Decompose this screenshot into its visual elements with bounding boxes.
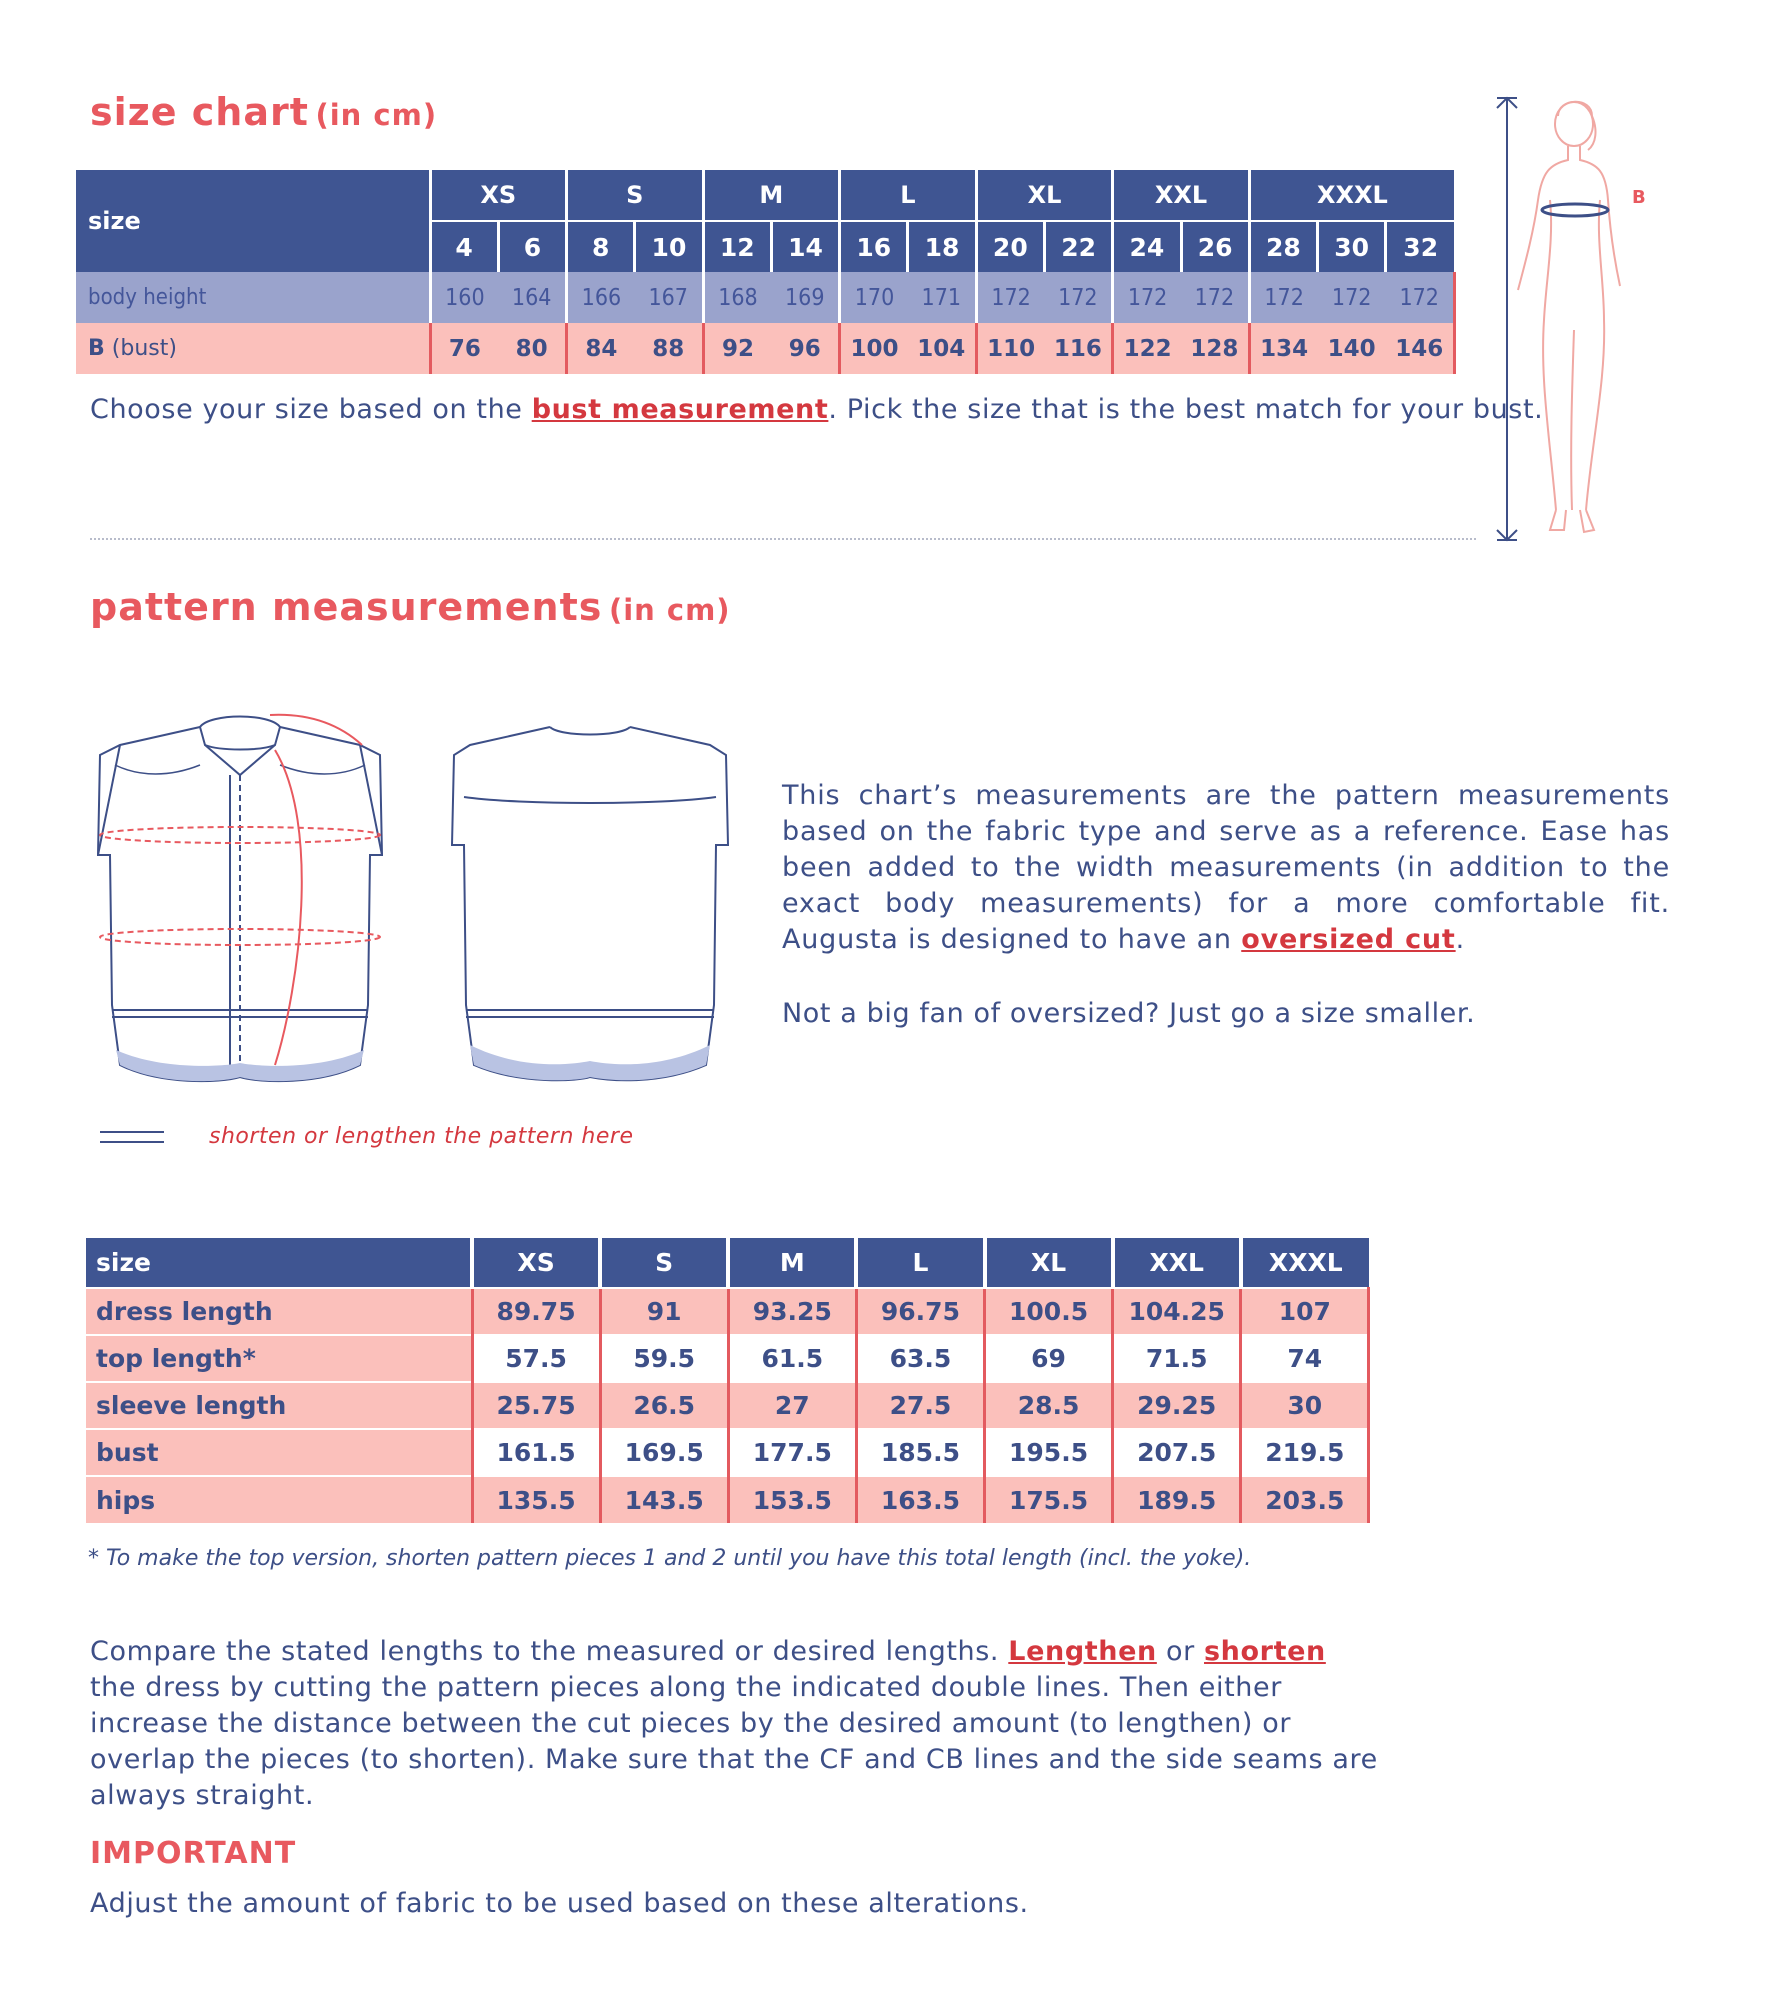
body-height-value: 172 <box>1181 272 1249 323</box>
measurement-size-xxxl: XXXL <box>1241 1238 1369 1288</box>
bust-value: 76 <box>430 323 498 374</box>
pattern-heading <box>90 585 731 629</box>
measurement-value: 177.5 <box>728 1429 856 1476</box>
size-number: 10 <box>635 221 703 272</box>
size-chart-unit: (in cm) <box>315 98 438 132</box>
bust-value: 140 <box>1318 323 1386 374</box>
measurement-value: 27 <box>728 1382 856 1429</box>
bust-value: 80 <box>498 323 566 374</box>
body-height-row <box>76 272 1454 323</box>
pattern-description: This chart’s measurements are the pattern measurements based on the fabric type and serve as a reference. Ease has been added to the width measurements (in addition to the exact body measurements) for a more comfortable fit. Augusta is designed to have an oversized cut. <box>782 780 1670 955</box>
size-group-s: S <box>567 170 704 221</box>
size-number: 20 <box>976 221 1044 272</box>
body-height-value: 172 <box>1044 272 1112 323</box>
size-group-m: M <box>703 170 840 221</box>
measurement-size-xxl: XXL <box>1113 1238 1241 1288</box>
size-instruction: Choose your size based on the bust measurement. Pick the size that is the best match for your bust. <box>90 394 1544 425</box>
measurement-value: 26.5 <box>600 1382 728 1429</box>
measurement-value: 203.5 <box>1241 1476 1369 1523</box>
body-height-value: 172 <box>1113 272 1181 323</box>
measurement-value: 219.5 <box>1241 1429 1369 1476</box>
measurement-value: 104.25 <box>1113 1288 1241 1335</box>
measurement-row-label: dress length <box>86 1288 472 1335</box>
size-number: 30 <box>1318 221 1386 272</box>
measurement-value: 25.75 <box>472 1382 600 1429</box>
size-chart-title: size chart <box>90 90 309 134</box>
measurement-row <box>86 1429 1369 1476</box>
size-group-xxxl: XXXL <box>1249 170 1454 221</box>
pattern-unit: (in cm) <box>608 593 731 627</box>
measurement-value: 195.5 <box>985 1429 1113 1476</box>
measurement-value: 29.25 <box>1113 1382 1241 1429</box>
size-group-xxl: XXL <box>1113 170 1250 221</box>
pattern-description-2: Not a big fan of oversized? Just go a size smaller. <box>782 998 1476 1029</box>
bust-value: 134 <box>1249 323 1317 374</box>
body-height-value: 171 <box>908 272 976 323</box>
body-height-value: 172 <box>1386 272 1454 323</box>
body-height-value: 164 <box>498 272 566 323</box>
pattern-title: pattern measurements <box>90 585 603 629</box>
measurement-value: 100.5 <box>985 1288 1113 1335</box>
body-height-value: 172 <box>1249 272 1317 323</box>
measurement-size-xs: XS <box>472 1238 600 1288</box>
measurement-value: 69 <box>985 1335 1113 1382</box>
size-number: 6 <box>498 221 566 272</box>
bust-value: 128 <box>1181 323 1249 374</box>
bust-value: 122 <box>1113 323 1181 374</box>
size-number: 26 <box>1181 221 1249 272</box>
front-shirt-illustration <box>80 705 400 1095</box>
bust-value: 100 <box>840 323 908 374</box>
size-number: 8 <box>567 221 635 272</box>
measurement-row-label: sleeve length <box>86 1382 472 1429</box>
body-height-value: 168 <box>703 272 771 323</box>
measurement-row <box>86 1335 1369 1382</box>
bust-value: 96 <box>771 323 839 374</box>
measurements-footnote: * To make the top version, shorten pattern pieces 1 and 2 until you have this total length (incl. the yoke). <box>88 1546 1252 1571</box>
alteration-text: Compare the stated lengths to the measured or desired lengths. Lengthen or shorten the dress by cutting the pattern pieces along the indicated double lines. Then either increase the distance between the cut pieces by the desired amount (to lengthen) or overlap the pieces (to shorten). Make sure that the CF and CB lines and the side seams are always straight. <box>90 1636 1378 1811</box>
size-number: 12 <box>703 221 771 272</box>
measurement-value: 74 <box>1241 1335 1369 1382</box>
body-height-value: 169 <box>771 272 839 323</box>
measurements-header-label: size <box>96 1248 151 1277</box>
measurements-header-row <box>86 1238 1369 1288</box>
measurement-value: 169.5 <box>600 1429 728 1476</box>
measurement-row <box>86 1476 1369 1523</box>
bust-value: 116 <box>1044 323 1112 374</box>
measurement-value: 28.5 <box>985 1382 1113 1429</box>
measurement-value: 71.5 <box>1113 1335 1241 1382</box>
body-height-value: 172 <box>976 272 1044 323</box>
measurement-value: 161.5 <box>472 1429 600 1476</box>
size-number: 28 <box>1249 221 1317 272</box>
oversized-cut-link[interactable]: oversized cut <box>1241 924 1456 955</box>
measurement-size-l: L <box>856 1238 984 1288</box>
size-number: 32 <box>1386 221 1454 272</box>
measurement-value: 63.5 <box>856 1335 984 1382</box>
measurement-value: 93.25 <box>728 1288 856 1335</box>
pattern-measurements-table <box>86 1238 1370 1523</box>
bust-row <box>76 323 1454 374</box>
measurement-value: 107 <box>1241 1288 1369 1335</box>
measurement-value: 30 <box>1241 1382 1369 1429</box>
size-number: 14 <box>771 221 839 272</box>
size-number: 16 <box>840 221 908 272</box>
size-number: 22 <box>1044 221 1112 272</box>
body-height-label: body height <box>76 272 430 323</box>
measurement-size-m: M <box>728 1238 856 1288</box>
body-height-value: 166 <box>567 272 635 323</box>
size-group-row <box>76 170 1454 221</box>
measurement-value: 207.5 <box>1113 1429 1241 1476</box>
measurement-row-label: bust <box>86 1429 472 1476</box>
measurement-row <box>86 1382 1369 1429</box>
measurement-value: 91 <box>600 1288 728 1335</box>
size-group-xl: XL <box>976 170 1113 221</box>
measurement-value: 143.5 <box>600 1476 728 1523</box>
size-chart-table <box>76 170 1456 374</box>
body-height-value: 160 <box>430 272 498 323</box>
size-chart-heading <box>90 90 437 134</box>
measurement-row-label: top length* <box>86 1335 472 1382</box>
body-height-value: 172 <box>1318 272 1386 323</box>
measurement-value: 153.5 <box>728 1476 856 1523</box>
important-title: IMPORTANT <box>90 1836 297 1871</box>
measurement-row <box>86 1288 1369 1335</box>
size-number: 18 <box>908 221 976 272</box>
size-number: 24 <box>1113 221 1181 272</box>
bust-line-marker <box>1542 204 1608 216</box>
bust-value: 84 <box>567 323 635 374</box>
size-header-label: size <box>76 170 430 272</box>
measurement-value: 163.5 <box>856 1476 984 1523</box>
measurement-value: 96.75 <box>856 1288 984 1335</box>
measurement-value: 27.5 <box>856 1382 984 1429</box>
bust-label: B (bust) <box>76 323 430 374</box>
body-height-value: 170 <box>840 272 908 323</box>
double-line-legend-icon <box>100 1128 164 1148</box>
measurement-value: 89.75 <box>472 1288 600 1335</box>
measurement-value: 57.5 <box>472 1335 600 1382</box>
important-text: Adjust the amount of fabric to be used based on these alterations. <box>90 1888 1029 1919</box>
size-group-xs: XS <box>430 170 567 221</box>
bust-value: 88 <box>635 323 703 374</box>
back-shirt-illustration <box>440 705 740 1095</box>
measurement-value: 135.5 <box>472 1476 600 1523</box>
measurement-value: 61.5 <box>728 1335 856 1382</box>
body-figure-illustration <box>1480 90 1660 550</box>
measurement-size-xl: XL <box>985 1238 1113 1288</box>
section-divider <box>90 538 1476 540</box>
measurement-size-s: S <box>600 1238 728 1288</box>
size-number: 4 <box>430 221 498 272</box>
size-group-l: L <box>840 170 977 221</box>
measurement-value: 59.5 <box>600 1335 728 1382</box>
bust-value: 146 <box>1386 323 1454 374</box>
bust-value: 104 <box>908 323 976 374</box>
bust-value: 110 <box>976 323 1044 374</box>
bust-measurement-link[interactable]: bust measurement <box>531 394 829 425</box>
lengthen-link[interactable]: Lengthen <box>1008 1636 1157 1667</box>
legend-text: shorten or lengthen the pattern here <box>209 1124 634 1149</box>
bust-value: 92 <box>703 323 771 374</box>
measurement-value: 189.5 <box>1113 1476 1241 1523</box>
measurement-value: 185.5 <box>856 1429 984 1476</box>
shorten-link[interactable]: shorten <box>1204 1636 1326 1667</box>
figure-b-label: B <box>1632 187 1646 208</box>
measurement-row-label: hips <box>86 1476 472 1523</box>
measurement-value: 175.5 <box>985 1476 1113 1523</box>
body-height-value: 167 <box>635 272 703 323</box>
